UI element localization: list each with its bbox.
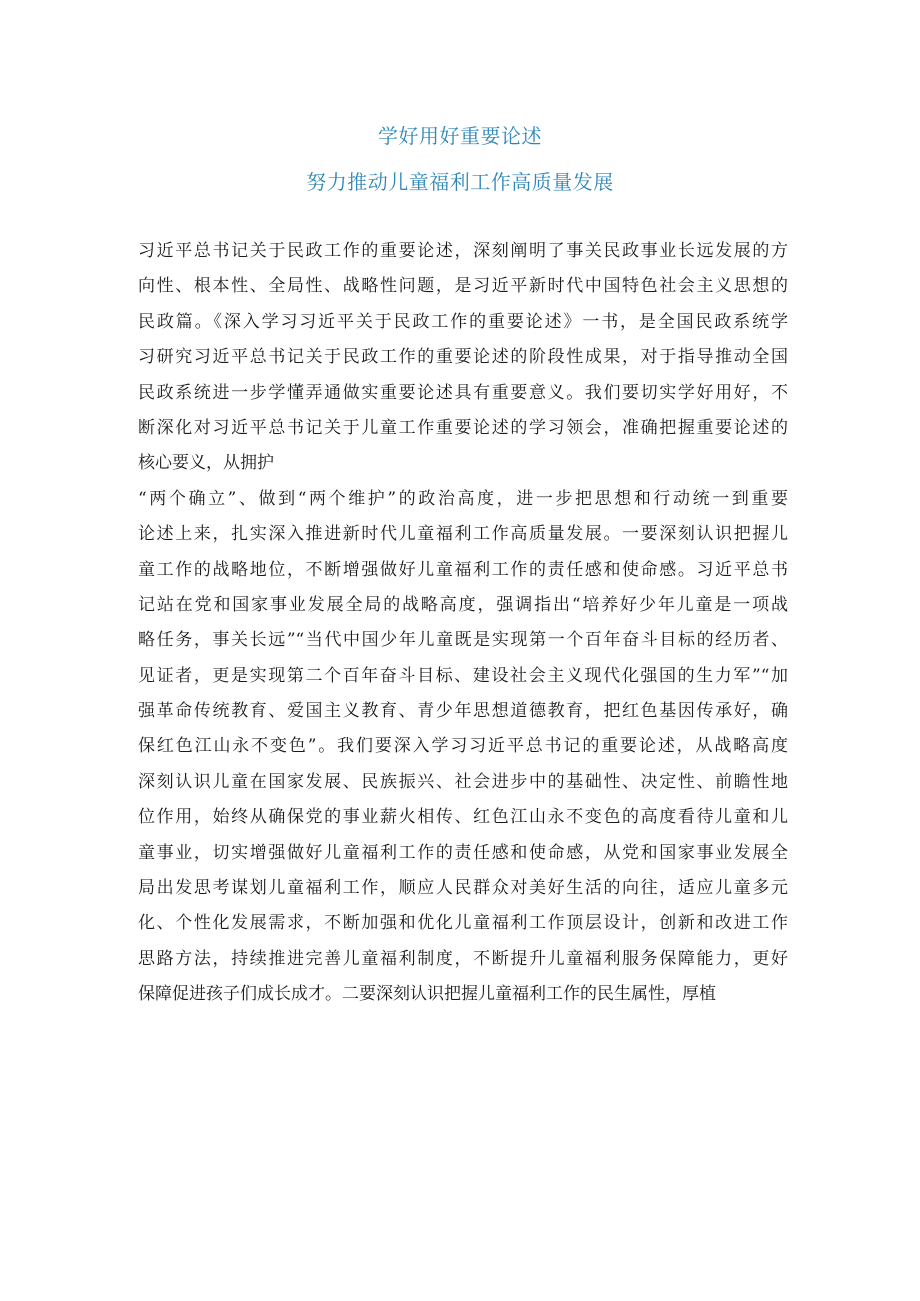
body-line: 深刻认识儿童在国家发展、民族振兴、社会进步中的基础性、决定性、前瞻性地 bbox=[138, 771, 788, 792]
body-line: 核心要义，从拥护 bbox=[138, 453, 274, 474]
body-line: 民政系统进一步学懂弄通做实重要论述具有重要意义。我们要切实学好用好，不 bbox=[138, 382, 788, 403]
body-line: 化、个性化发展需求，不断加强和优化儿童福利工作顶层设计，创新和改进工作 bbox=[138, 913, 788, 934]
body-line: 论述上来，扎实深入推进新时代儿童福利工作高质量发展。一要深刻认识把握儿 bbox=[138, 524, 788, 545]
body-line: 保红色江山永不变色”。我们要深入学习习近平总书记的重要论述，从战略高度 bbox=[138, 736, 788, 757]
document-subtitle: 努力推动儿童福利工作高质量发展 bbox=[306, 170, 614, 194]
body-line: 习近平总书记关于民政工作的重要论述，深刻阐明了事关民政事业长远发展的方 bbox=[138, 241, 788, 261]
body-line: 童工作的战略地位，不断增强做好儿童福利工作的责任感和使命感。习近平总书 bbox=[138, 559, 788, 580]
body-line: 见证者，更是实现第二个百年奋斗目标、建设社会主义现代化强国的生力军”“加 bbox=[138, 665, 788, 686]
body-line: 思路方法，持续推进完善儿童福利制度，不断提升儿童福利服务保障能力，更好 bbox=[138, 948, 788, 969]
body-line: “两个确立”、做到“两个维护”的政治高度，进一步把思想和行动统一到重要 bbox=[138, 488, 788, 509]
body-line: 略任务，事关长远”“当代中国少年儿童既是实现第一个百年奋斗目标的经历者、 bbox=[138, 630, 788, 651]
body-line: 习研究习近平总书记关于民政工作的重要论述的阶段性成果，对于指导推动全国 bbox=[138, 347, 788, 368]
body-line: 民政篇。《深入学习习近平关于民政工作的重要论述》一书，是全国民政系统学 bbox=[138, 311, 788, 332]
body-line: 位作用，始终从确保党的事业薪火相传、红色江山永不变色的高度看待儿童和儿 bbox=[138, 807, 788, 828]
body-line: 保障促进孩子们成长成才。二要深刻认识把握儿童福利工作的民生属性，厚植 bbox=[138, 984, 716, 1005]
body-line: 断深化对习近平总书记关于儿童工作重要论述的学习领会，准确把握重要论述的 bbox=[138, 417, 788, 438]
document-body bbox=[138, 234, 788, 1013]
body-line: 记站在党和国家事业发展全局的战略高度，强调指出“培养好少年儿童是一项战 bbox=[138, 594, 788, 615]
body-line: 向性、根本性、全局性、战略性问题，是习近平新时代中国特色社会主义思想的 bbox=[138, 276, 788, 297]
body-line: 童事业，切实增强做好儿童福利工作的责任感和使命感，从党和国家事业发展全 bbox=[138, 842, 788, 863]
body-line: 强革命传统教育、爱国主义教育、青少年思想道德教育，把红色基因传承好，确 bbox=[138, 701, 788, 722]
body-line: 局出发思考谋划儿童福利工作，顺应人民群众对美好生活的向往，适应儿童多元 bbox=[138, 878, 788, 899]
document-title: 学好用好重要论述 bbox=[378, 124, 542, 148]
